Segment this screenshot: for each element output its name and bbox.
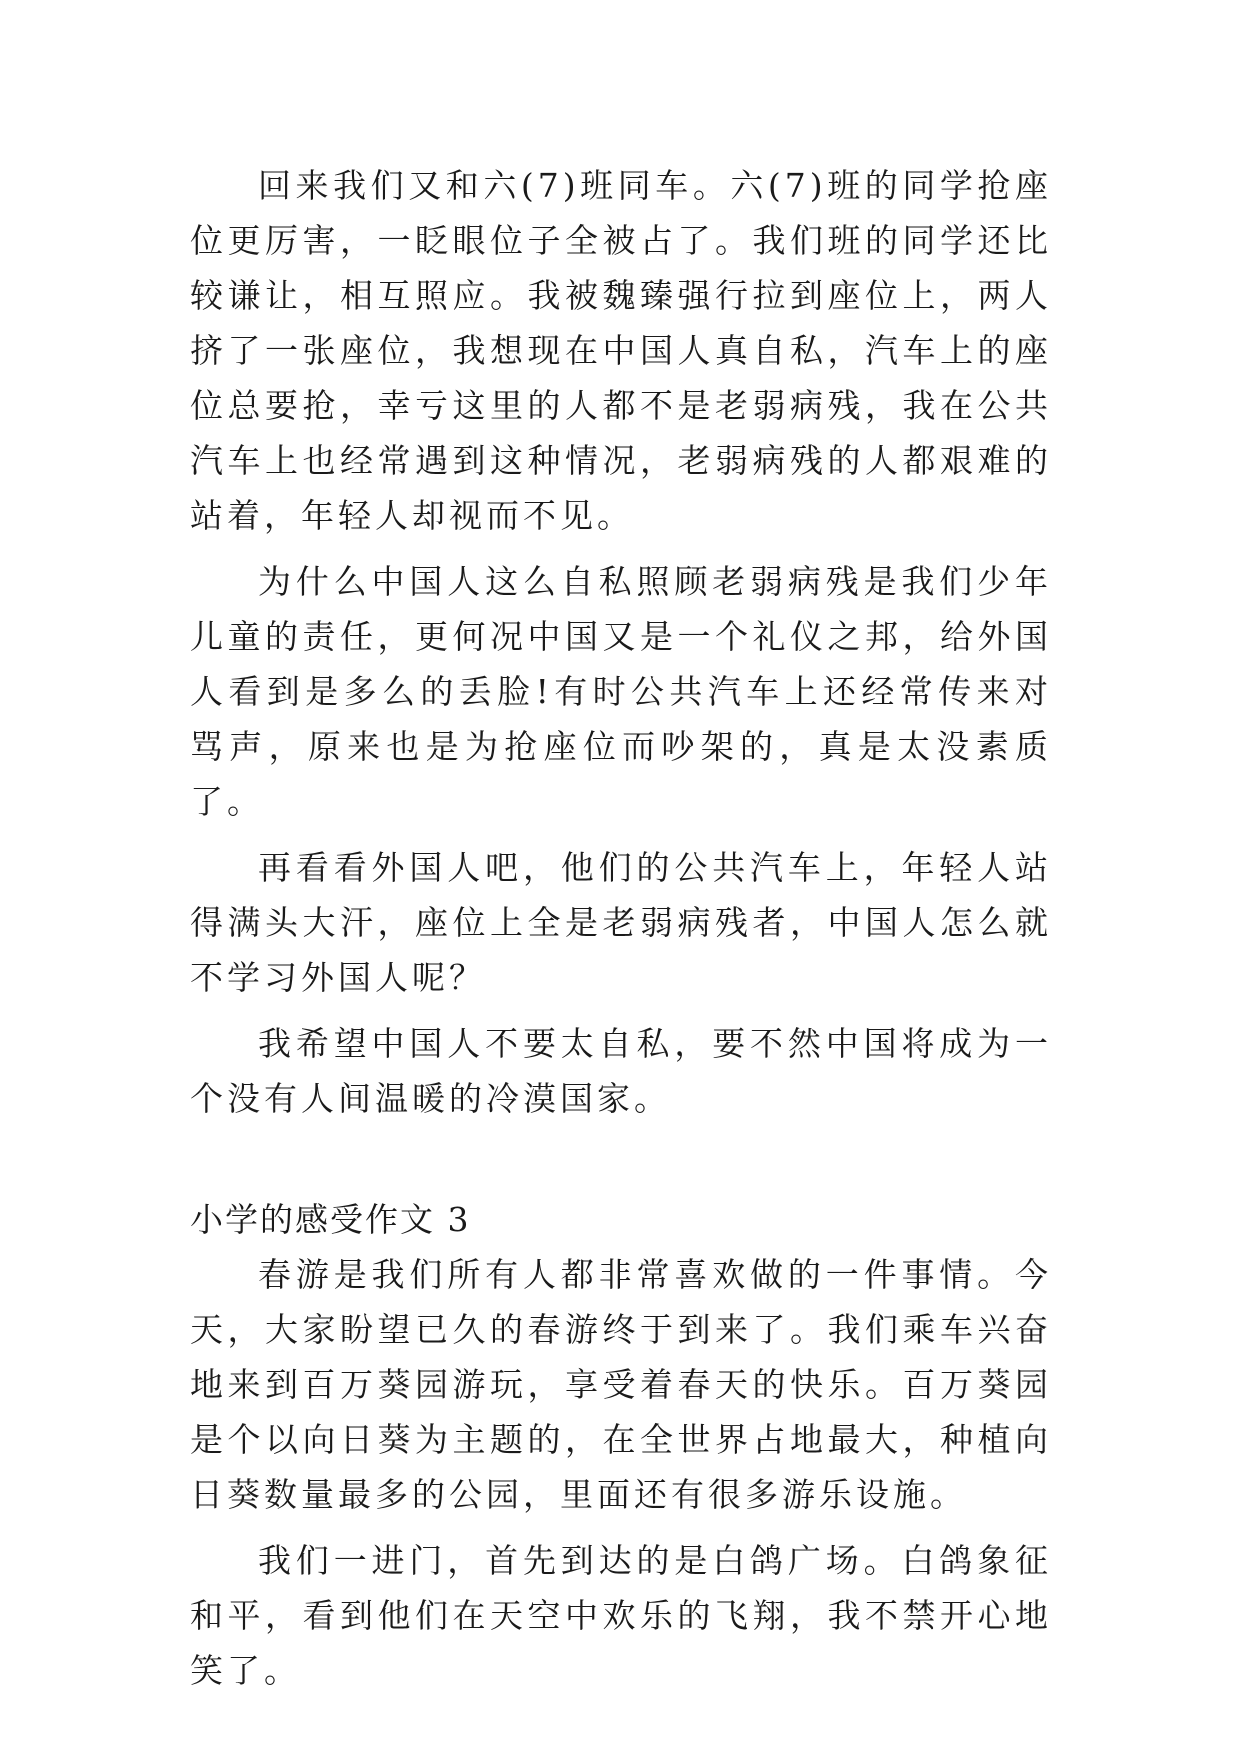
paragraph: 我们一进门，首先到达的是白鸽广场。白鸽象征和平，看到他们在天空中欢乐的飞翔，我不禁开心地笑了。 xyxy=(190,1541,1052,1690)
section-essay-continued xyxy=(190,158,1052,1126)
section-essay-3 xyxy=(190,1192,1052,1698)
paragraph: 春游是我们所有人都非常喜欢做的一件事情。今天，大家盼望已久的春游终于到来了。我们乘车兴奋地来到百万葵园游玩，享受着春天的快乐。百万葵园是个以向日葵为主题的，在全世界占地最大，种植向日葵数量最多的公园，里面还有很多游乐设施。 xyxy=(190,1255,1052,1514)
paragraph: 再看看外国人吧，他们的公共汽车上，年轻人站得满头大汗，座位上全是老弱病残者，中国人怎么就不学习外国人呢？ xyxy=(190,848,1052,997)
paragraph: 为什么中国人这么自私照顾老弱病残是我们少年儿童的责任，更何况中国又是一个礼仪之邦，给外国人看到是多么的丢脸!有时公共汽车上还经常传来对骂声，原来也是为抢座位而吵架的，真是太没素质了。 xyxy=(190,562,1052,821)
paragraph: 回来我们又和六(7)班同车。六(7)班的同学抢座位更厉害，一眨眼位子全被占了。我们班的同学还比较谦让，相互照应。我被魏臻强行拉到座位上，两人挤了一张座位，我想现在中国人真自私，汽车上的座位总要抢，幸亏这里的人都不是老弱病残，我在公共汽车上也经常遇到这种情况，老弱病残的人都艰难的站着，年轻人却视而不见。 xyxy=(190,166,1052,535)
section-heading: 小学的感受作文 3 xyxy=(190,1200,471,1239)
paragraph: 我希望中国人不要太自私，要不然中国将成为一个没有人间温暖的冷漠国家。 xyxy=(190,1024,1052,1118)
document-body xyxy=(190,158,1052,1709)
